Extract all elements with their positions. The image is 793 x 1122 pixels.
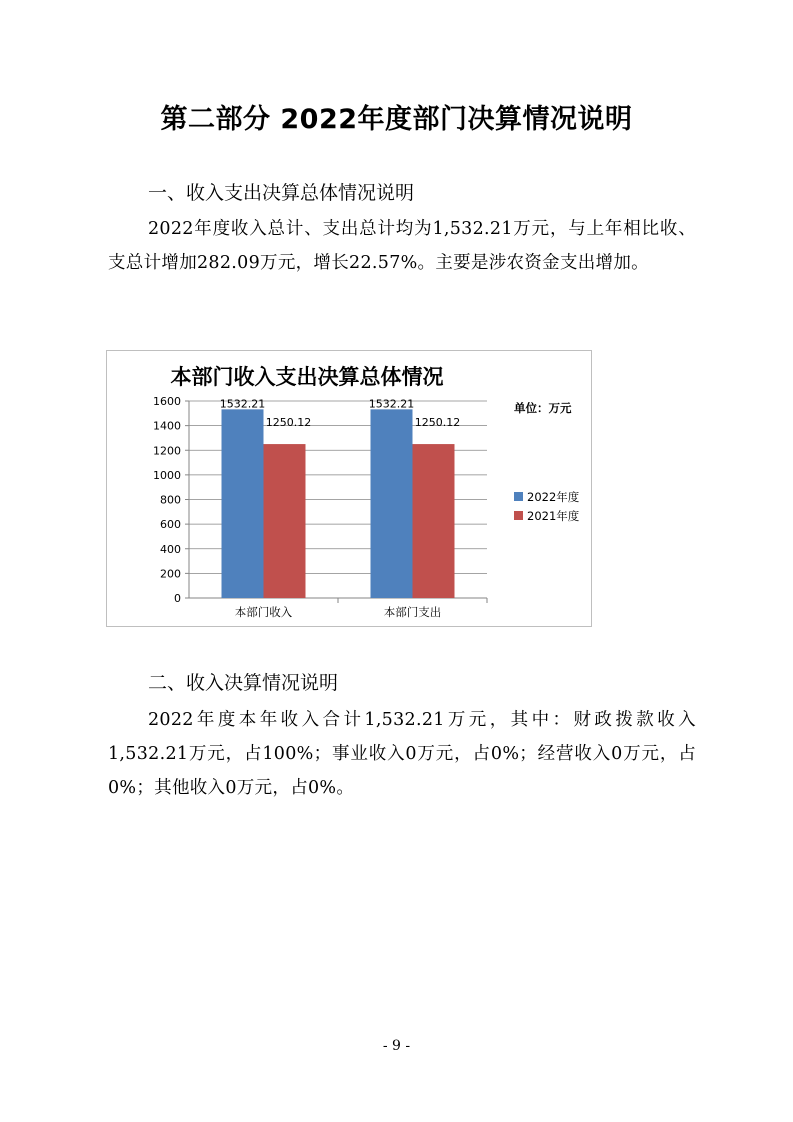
y-tick-label: 600 [160,518,181,532]
x-tick-label: 本部门支出 [383,605,442,619]
data-label: 1250.12 [414,416,461,430]
bar-current [222,409,264,598]
page-title: 第二部分 2022年度部门决算情况说明 [160,104,633,135]
legend-label: 2022年度 [527,490,580,504]
y-tick-label: 1600 [153,395,181,408]
legend-label: 2021年度 [527,509,580,523]
unit-label: 单位：万元 [514,401,572,415]
data-label: 1250.12 [265,416,312,430]
bar-chart-svg [107,351,593,628]
chart-title: 本部门收入支出决算总体情况 [170,365,444,389]
x-tick-label: 本部门收入 [234,605,293,619]
section1-heading: 一、收入支出决算总体情况说明 [148,182,415,204]
y-tick-label: 1200 [153,444,181,458]
bar-previous [413,444,455,598]
y-tick-label: 400 [160,542,181,556]
section1-paragraph: 2022年度收入总计、支出总计均为1,532.21万元，与上年相比收、支总计增加282.09万元，增长22.57%。主要是涉农资金支出增加。 [108,219,696,273]
data-label: 1532.21 [219,397,266,411]
bar-chart [106,350,592,627]
bar-previous [264,444,306,598]
y-tick-label: 1000 [153,468,181,482]
legend-swatch [514,492,523,501]
y-tick-label: 200 [160,567,181,581]
bar-current [371,409,413,598]
y-tick-label: 0 [174,592,181,605]
section2-paragraph: 2022年度本年收入合计1,532.21万元，其中：财政拨款收入1,532.21万元，占100%；事业收入0万元，占0%；经营收入0万元，占0%；其他收入0万元，占0%。 [108,710,696,798]
legend-swatch [514,511,523,520]
section2-heading: 二、收入决算情况说明 [148,672,339,694]
y-tick-label: 1400 [153,419,181,433]
page-number: - 9 - [382,1038,411,1054]
data-label: 1532.21 [368,397,415,411]
y-tick-label: 800 [160,493,181,507]
